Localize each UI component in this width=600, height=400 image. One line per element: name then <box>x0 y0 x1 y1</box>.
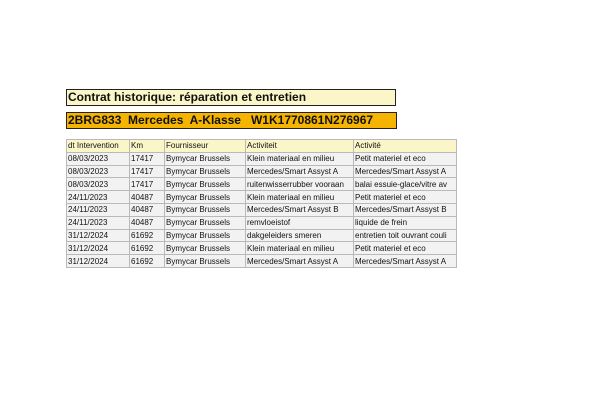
maintenance-history-table <box>66 139 457 268</box>
cell-km: 40487 <box>130 216 165 229</box>
cell-km: 61692 <box>130 242 165 255</box>
table-row <box>67 191 457 204</box>
table-row <box>67 216 457 229</box>
header-activity-nl: Activiteit <box>246 140 354 153</box>
cell-activity-fr: entretien toit ouvrant couli <box>354 229 457 242</box>
table-row <box>67 165 457 178</box>
cell-activity-nl: Klein materiaal en milieu <box>246 242 354 255</box>
cell-date: 24/11/2023 <box>67 191 130 204</box>
cell-activity-fr: Mercedes/Smart Assyst A <box>354 255 457 268</box>
cell-activity-fr: balai essuie-glace/vitre av <box>354 178 457 191</box>
cell-supplier: Bymycar Brussels <box>165 165 246 178</box>
header-date: dt Intervention <box>67 140 130 153</box>
cell-km: 17417 <box>130 178 165 191</box>
vehicle-identification: 2BRG833 Mercedes A-Klasse W1K1770861N276967 <box>66 112 397 129</box>
cell-km: 17417 <box>130 152 165 165</box>
header-km: Km <box>130 140 165 153</box>
cell-date: 31/12/2024 <box>67 229 130 242</box>
cell-activity-fr: liquide de frein <box>354 216 457 229</box>
cell-activity-nl: Mercedes/Smart Assyst A <box>246 255 354 268</box>
cell-date: 31/12/2024 <box>67 242 130 255</box>
cell-km: 61692 <box>130 255 165 268</box>
document-title: Contrat historique: réparation et entretien <box>66 89 396 106</box>
cell-activity-nl: Mercedes/Smart Assyst A <box>246 165 354 178</box>
cell-activity-nl: ruitenwisserrubber vooraan <box>246 178 354 191</box>
table-row <box>67 203 457 216</box>
cell-supplier: Bymycar Brussels <box>165 203 246 216</box>
cell-activity-nl: Klein materiaal en milieu <box>246 152 354 165</box>
cell-activity-fr: Petit materiel et eco <box>354 242 457 255</box>
cell-activity-nl: Klein materiaal en milieu <box>246 191 354 204</box>
cell-km: 17417 <box>130 165 165 178</box>
cell-activity-fr: Petit materiel et eco <box>354 152 457 165</box>
cell-activity-nl: remvloeistof <box>246 216 354 229</box>
table-row <box>67 242 457 255</box>
table-row <box>67 255 457 268</box>
cell-activity-fr: Mercedes/Smart Assyst A <box>354 165 457 178</box>
header-activity-fr: Activité <box>354 140 457 153</box>
cell-date: 31/12/2024 <box>67 255 130 268</box>
cell-supplier: Bymycar Brussels <box>165 242 246 255</box>
cell-supplier: Bymycar Brussels <box>165 152 246 165</box>
cell-date: 08/03/2023 <box>67 152 130 165</box>
cell-km: 61692 <box>130 229 165 242</box>
header-supplier: Fournisseur <box>165 140 246 153</box>
cell-date: 08/03/2023 <box>67 165 130 178</box>
cell-km: 40487 <box>130 191 165 204</box>
table-body <box>67 140 457 268</box>
cell-date: 08/03/2023 <box>67 178 130 191</box>
cell-supplier: Bymycar Brussels <box>165 216 246 229</box>
cell-date: 24/11/2023 <box>67 203 130 216</box>
cell-activity-fr: Mercedes/Smart Assyst B <box>354 203 457 216</box>
cell-activity-fr: Petit materiel et eco <box>354 191 457 204</box>
table-row <box>67 152 457 165</box>
cell-activity-nl: dakgeleiders smeren <box>246 229 354 242</box>
cell-activity-nl: Mercedes/Smart Assyst B <box>246 203 354 216</box>
table-header-row <box>67 140 457 153</box>
table-row <box>67 229 457 242</box>
cell-date: 24/11/2023 <box>67 216 130 229</box>
cell-km: 40487 <box>130 203 165 216</box>
cell-supplier: Bymycar Brussels <box>165 229 246 242</box>
table-row <box>67 178 457 191</box>
cell-supplier: Bymycar Brussels <box>165 255 246 268</box>
cell-supplier: Bymycar Brussels <box>165 178 246 191</box>
cell-supplier: Bymycar Brussels <box>165 191 246 204</box>
